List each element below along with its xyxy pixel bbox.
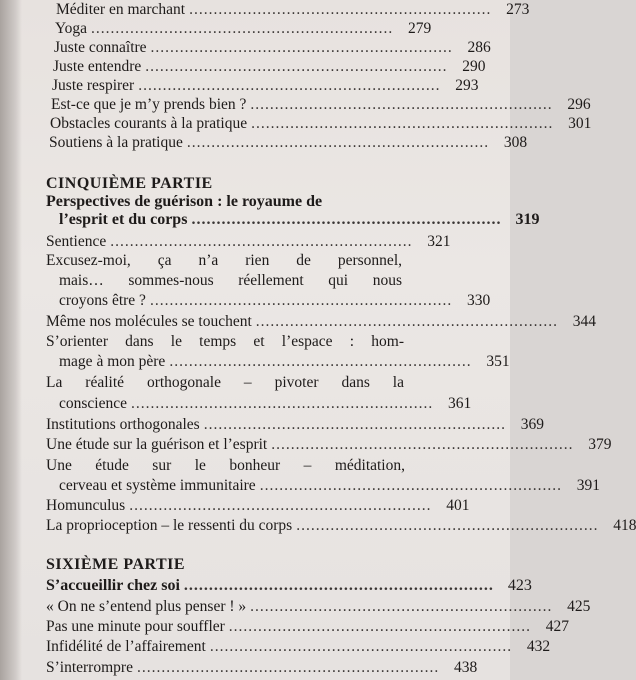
toc-entry-page: 427 bbox=[545, 618, 570, 635]
toc-entry bbox=[59, 477, 600, 495]
toc-entry-label: l’esprit et du corps bbox=[59, 211, 188, 228]
toc-entry-page: 293 bbox=[455, 77, 479, 94]
toc-entry-page: 425 bbox=[567, 598, 591, 615]
toc-entry bbox=[54, 39, 491, 57]
toc-entry-label: « On ne s’entend plus penser ! » bbox=[46, 598, 247, 615]
toc-entry bbox=[53, 58, 486, 76]
leader-dots: .............................................................. bbox=[255, 313, 559, 330]
toc-entry-label: Soutiens à la pratique bbox=[49, 134, 183, 151]
toc-entry-page: 319 bbox=[515, 211, 540, 228]
toc-entry bbox=[46, 618, 570, 636]
toc-entry bbox=[46, 233, 451, 251]
toc-entry-label: Méditer en marchant bbox=[56, 1, 186, 18]
toc-entry-label: Sentience bbox=[46, 233, 107, 250]
part6-title bbox=[46, 577, 532, 595]
toc-entry-label: Homunculus bbox=[46, 497, 126, 514]
leader-dots: .............................................................. bbox=[296, 517, 599, 534]
toc-entry-page: 361 bbox=[448, 395, 472, 412]
toc-entry bbox=[52, 77, 479, 95]
leader-dots: .............................................................. bbox=[129, 497, 432, 514]
toc-entry-label: S’interrompre bbox=[46, 659, 133, 676]
leader-dots: .............................................................. bbox=[251, 115, 554, 132]
toc-entry bbox=[46, 598, 591, 616]
part5-title-line1: Perspectives de guérison : le royaume de bbox=[46, 193, 323, 210]
toc-entry-label: conscience bbox=[59, 395, 127, 412]
leader-dots: .............................................................. bbox=[191, 211, 502, 228]
leader-dots: .............................................................. bbox=[250, 598, 553, 615]
toc-entry-label: Obstacles courants à la pratique bbox=[50, 115, 248, 132]
toc-entry bbox=[59, 353, 510, 371]
toc-entry-line: mais… sommes-nous réellement qui nous bbox=[59, 272, 402, 289]
toc-entry-label: La proprioception – le ressenti du corps bbox=[46, 517, 293, 534]
part5-heading: CINQUIÈME PARTIE bbox=[46, 175, 213, 192]
leader-dots: .............................................................. bbox=[91, 20, 394, 37]
leader-dots: .............................................................. bbox=[169, 353, 472, 370]
toc-entry-page: 296 bbox=[567, 96, 591, 113]
leader-dots: .............................................................. bbox=[136, 659, 440, 676]
leader-dots: .............................................................. bbox=[150, 39, 453, 56]
toc-entry-page: 301 bbox=[568, 115, 592, 132]
toc-entry bbox=[46, 416, 544, 434]
toc-entry-line: Excusez-moi, ça n’a rien de personnel, bbox=[46, 252, 402, 269]
toc-entry-page: 401 bbox=[446, 497, 470, 514]
leader-dots: .............................................................. bbox=[145, 58, 448, 75]
toc-entry-page: 286 bbox=[467, 39, 491, 56]
toc-entry-label: cerveau et système immunitaire bbox=[59, 477, 256, 494]
toc-entry bbox=[46, 313, 597, 331]
toc-entry-page: 279 bbox=[408, 20, 432, 37]
toc-entry-label: Juste entendre bbox=[53, 58, 142, 75]
toc-entry bbox=[59, 292, 491, 310]
toc-entry-label: Yoga bbox=[55, 20, 88, 37]
toc-entry-page: 351 bbox=[486, 353, 510, 370]
leader-dots: .............................................................. bbox=[203, 416, 506, 433]
leader-dots: .............................................................. bbox=[271, 436, 574, 453]
toc-entry-label: Juste respirer bbox=[52, 77, 135, 94]
toc-entry bbox=[46, 436, 612, 454]
leader-dots: .............................................................. bbox=[189, 1, 492, 18]
toc-entry-page: 321 bbox=[427, 233, 451, 250]
toc-entry bbox=[59, 395, 472, 413]
leader-dots: .............................................................. bbox=[149, 292, 453, 309]
toc-entry-label: Même nos molécules se touchent bbox=[46, 313, 252, 330]
toc-entry-label: mage à mon père bbox=[59, 353, 166, 370]
toc-entry-page: 330 bbox=[466, 292, 491, 309]
toc-entry bbox=[55, 20, 432, 38]
part6-heading: SIXIÈME PARTIE bbox=[46, 556, 186, 573]
toc-entry bbox=[50, 115, 592, 133]
leader-dots: .............................................................. bbox=[138, 77, 441, 94]
toc-entry-page: 432 bbox=[526, 638, 551, 655]
part5-title bbox=[59, 211, 540, 229]
toc-entry-label: Juste connaître bbox=[54, 39, 147, 56]
toc-entry-page: 438 bbox=[453, 659, 478, 676]
leader-dots: .............................................................. bbox=[250, 96, 553, 113]
toc-entry-label: Une étude sur la guérison et l’esprit bbox=[46, 436, 268, 453]
leader-dots: .............................................................. bbox=[186, 134, 490, 151]
leader-dots: .............................................................. bbox=[209, 638, 513, 655]
toc-entry-label: Institutions orthogonales bbox=[46, 416, 200, 433]
toc-entry bbox=[46, 517, 636, 535]
toc-entry-page: 369 bbox=[520, 416, 544, 433]
toc-entry-page: 391 bbox=[576, 477, 600, 494]
toc-entry-page: 273 bbox=[506, 1, 530, 18]
toc-entry bbox=[51, 96, 591, 114]
leader-dots: .............................................................. bbox=[131, 395, 434, 412]
leader-dots: .............................................................. bbox=[183, 577, 494, 594]
toc-entry-label: Pas une minute pour souffler bbox=[46, 618, 225, 635]
toc-entry-label: Est-ce que je m’y prends bien ? bbox=[51, 96, 247, 113]
toc-entry-page: 418 bbox=[613, 517, 636, 534]
toc-entry-page: 308 bbox=[503, 134, 528, 151]
toc-entry-page: 290 bbox=[462, 58, 486, 75]
toc-entry bbox=[56, 1, 530, 19]
toc-entry-line: Une étude sur le bonheur – méditation, bbox=[46, 457, 405, 474]
toc-entry-page: 379 bbox=[588, 436, 612, 453]
toc-entry-page: 423 bbox=[507, 577, 532, 594]
toc-entry bbox=[46, 638, 551, 656]
toc-entry-line: S’orienter dans le temps et l’espace : hom- bbox=[46, 333, 404, 350]
toc-entry bbox=[46, 659, 478, 677]
toc-entry-label: croyons être ? bbox=[59, 292, 146, 309]
toc-entry-label: Infidélité de l’affairement bbox=[46, 638, 206, 655]
leader-dots: .............................................................. bbox=[228, 618, 532, 635]
leader-dots: .............................................................. bbox=[110, 233, 413, 250]
leader-dots: .............................................................. bbox=[259, 477, 562, 494]
toc-entry bbox=[49, 134, 528, 152]
toc-entry-label: S’accueillir chez soi bbox=[46, 577, 180, 594]
toc-entry-line: La réalité orthogonale – pivoter dans la bbox=[46, 374, 404, 391]
toc-entry-page: 344 bbox=[572, 313, 597, 330]
toc-entry bbox=[46, 497, 470, 515]
